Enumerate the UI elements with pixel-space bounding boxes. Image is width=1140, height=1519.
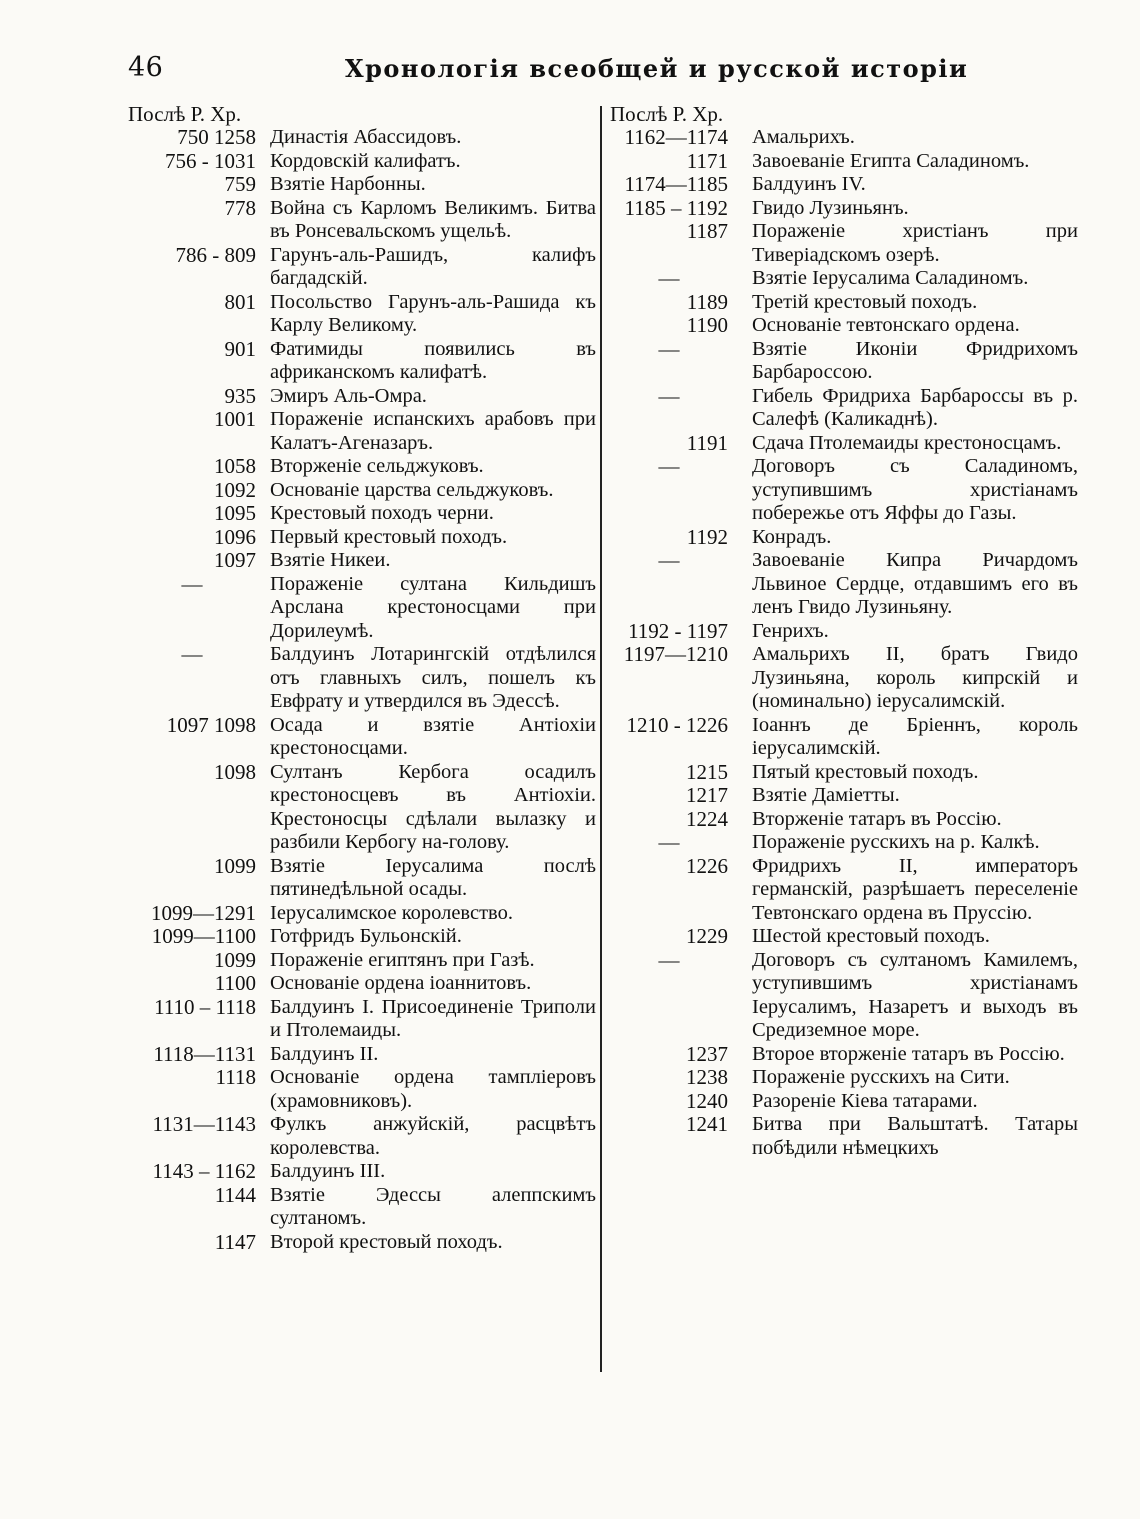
entry-date: 1144 — [214, 1182, 256, 1207]
chronology-entry — [128, 949, 596, 973]
chronology-entry — [128, 549, 596, 573]
entry-date: — — [658, 383, 680, 408]
chronology-entry — [610, 784, 1078, 808]
entry-date: 1118 — [215, 1065, 256, 1089]
chronology-entry — [128, 761, 596, 855]
entry-text: Амальрихъ II, братъ Гвидо Лузиньяна, король кипрскій и (номинально) іерусалимскій. — [752, 643, 1078, 712]
page-number: 46 — [128, 52, 164, 83]
chronology-entry — [610, 197, 1078, 221]
entry-text: Первый крестовый походъ. — [270, 525, 508, 548]
entry-text: Взятіе Іерусалима послѣ пятинедѣльной осады. — [270, 854, 596, 900]
entry-text: Взятіе Даміетты. — [752, 784, 900, 806]
entry-date: — — [658, 336, 680, 361]
chronology-entry — [128, 150, 596, 174]
entry-date: 1174—1185 — [624, 172, 728, 196]
right-entries — [610, 126, 1078, 1160]
entry-date: 1147 — [214, 1229, 256, 1254]
entry-text: Шестой крестовый походъ. — [752, 925, 990, 947]
chronology-entry — [610, 432, 1078, 456]
entry-text: Взятіе Иконіи Фридрихомъ Барбароссою. — [752, 337, 1078, 383]
entry-text: Іерусалимское королевство. — [270, 901, 513, 924]
entry-text: Война съ Карломъ Великимъ. Битва въ Ронсевальскомъ ущельѣ. — [270, 196, 596, 242]
chronology-entry — [128, 526, 596, 550]
entry-date: — — [658, 266, 680, 290]
entry-date: 1097 — [214, 548, 256, 572]
entry-date: 1095 — [214, 501, 256, 525]
entry-date: 1131—1143 — [152, 1112, 256, 1136]
entry-text: Балдуинъ I. Присоединеніе Триполи и Птолемаиды. — [270, 995, 596, 1041]
entry-text: Амальрихъ. — [752, 126, 855, 148]
entry-text: Посольство Гарунъ-аль-Рашида къ Карлу Великому. — [270, 290, 596, 336]
entry-date: 801 — [224, 289, 256, 314]
entry-text: Пораженіе русскихъ на Сити. — [752, 1066, 1010, 1088]
entry-text: Битва при Вальштатѣ. Татары побѣдили нѣмецкихъ — [752, 1113, 1078, 1159]
entry-text: Второе вторженіе татаръ въ Россію. — [752, 1042, 1065, 1065]
entry-text: Договоръ съ Саладиномъ, уступившимъ христіанамъ побережье отъ Яффы до Газы. — [752, 455, 1078, 524]
entry-text: Крестовый походъ черни. — [270, 502, 494, 524]
chronology-entry — [610, 385, 1078, 432]
chronology-entry — [128, 338, 596, 385]
entry-date: 1197—1210 — [623, 642, 728, 666]
entry-date: 1001 — [214, 407, 256, 431]
entry-date: 1192 - 1197 — [628, 618, 728, 643]
chronology-entry — [128, 902, 596, 926]
chronology-entry — [128, 714, 596, 761]
chronology-entry — [610, 455, 1078, 526]
chronology-entry — [128, 502, 596, 526]
entry-text: Кордовскій калифатъ. — [270, 149, 461, 172]
chronology-entry — [128, 996, 596, 1043]
entry-date: 1100 — [214, 971, 256, 995]
entry-date: 786 - 809 — [175, 242, 256, 267]
chronology-entry — [128, 1066, 596, 1113]
entry-date: 756 - 1031 — [165, 148, 256, 173]
entry-text: Балдуинъ IV. — [752, 173, 866, 195]
chronology-entry — [128, 643, 596, 714]
chronology-entry — [610, 173, 1078, 197]
chronology-entry — [610, 1090, 1078, 1114]
chronology-entry — [610, 761, 1078, 785]
entry-date: — — [658, 454, 680, 478]
entry-text: Фридрихъ II, императоръ германскій, разрѣшаетъ переселеніе Тевтонскаго ордена въ Пруссію. — [752, 854, 1078, 924]
chronology-entry — [610, 949, 1078, 1043]
entry-text: Готфридъ Бульонскій. — [270, 925, 462, 947]
entry-date: 1162—1174 — [624, 125, 728, 149]
entry-text: Второй крестовый походъ. — [270, 1230, 503, 1253]
entry-date: 1241 — [686, 1112, 728, 1136]
entry-text: Эмиръ Аль-Омра. — [270, 384, 427, 407]
entry-text: Балдуинъ Лотарингскій отдѣлился отъ главныхъ силъ, пошелъ къ Евфрату и утвердился въ Эдессѣ. — [270, 643, 596, 712]
chronology-entry — [128, 408, 596, 455]
entry-date: 1143 – 1162 — [152, 1159, 256, 1183]
entry-date: 750 1258 — [177, 125, 256, 149]
entry-text: Пораженіе испанскихъ арабовъ при Калатъ-Агеназаръ. — [270, 408, 596, 454]
chronology-entry — [610, 831, 1078, 855]
chronology-entry — [128, 385, 596, 409]
entry-date: 1229 — [686, 924, 728, 948]
entry-text: Сдача Птолемаиды крестоносцамъ. — [752, 431, 1062, 454]
chronology-entry — [128, 244, 596, 291]
chronology-entry — [610, 1043, 1078, 1067]
entry-text: Пораженіе султана Кильдишъ Арслана крестоносцами при Дорилеумѣ. — [270, 572, 596, 642]
entry-text: Разореніе Кіева татарами. — [752, 1089, 978, 1112]
entry-text: Основаніе ордена іоаннитовъ. — [270, 972, 532, 994]
chronology-entry — [128, 479, 596, 503]
entry-text: Фулкъ анжуйскій, расцвѣтъ королевства. — [270, 1113, 596, 1159]
entry-text: Третій крестовый походъ. — [752, 290, 978, 313]
entry-date: 1092 — [214, 477, 256, 502]
chronology-entry — [610, 526, 1078, 550]
chronology-entry — [128, 197, 596, 244]
entry-text: Династія Абассидовъ. — [270, 126, 462, 148]
entry-date: 759 — [224, 172, 256, 196]
chronology-entry — [128, 855, 596, 902]
chronology-entry — [610, 643, 1078, 714]
entry-date: 1171 — [686, 148, 728, 173]
entry-text: Завоеваніе Кипра Ричардомъ Львиное Сердце, отдавшимъ его въ ленъ Гвидо Лузиньяну. — [752, 549, 1078, 618]
chronology-entry — [610, 126, 1078, 150]
entry-date: — — [658, 548, 680, 572]
entry-text: Вторженіе сельджуковъ. — [270, 455, 484, 477]
chronology-entry — [128, 1184, 596, 1231]
entry-date: 1215 — [686, 759, 728, 784]
chronology-entry — [610, 220, 1078, 267]
era-header: Послѣ Р. Хр. — [128, 102, 242, 126]
entry-date: 1238 — [686, 1065, 728, 1089]
entry-date: 1099—1291 — [151, 900, 256, 925]
entry-date: 1237 — [686, 1041, 728, 1066]
entry-date: 901 — [224, 336, 256, 361]
chronology-entry — [610, 150, 1078, 174]
entry-date: 1118—1131 — [153, 1041, 256, 1066]
chronology-entry — [610, 291, 1078, 315]
chronology-entry — [128, 126, 596, 150]
entry-date: 1099 — [214, 853, 256, 878]
entry-date: 1189 — [686, 289, 728, 314]
entry-date: 1099—1100 — [151, 924, 256, 948]
entry-text: Генрихъ. — [752, 619, 829, 642]
entry-date: 1096 — [214, 524, 256, 549]
entry-text: Основаніе тевтонскаго ордена. — [752, 314, 1020, 336]
entry-date: — — [658, 947, 680, 972]
chronology-entry — [128, 173, 596, 197]
chronology-entry — [610, 338, 1078, 385]
entry-date: — — [181, 642, 203, 666]
entry-date: — — [181, 571, 203, 596]
entry-date: 1226 — [686, 853, 728, 878]
entry-text: Договоръ съ султаномъ Камилемъ, уступившимъ христіанамъ Іерусалимъ, Назаретъ и выходъ въ Средиземное море. — [752, 948, 1078, 1041]
entry-date: 1058 — [214, 454, 256, 478]
entry-date: 1098 — [214, 759, 256, 784]
entry-date: — — [658, 830, 680, 854]
entry-date: 935 — [224, 383, 256, 408]
entry-date: 778 — [224, 195, 256, 220]
entry-text: Пораженіе египтянъ при Газѣ. — [270, 948, 535, 971]
column-divider — [600, 106, 602, 1372]
entry-text: Балдуинъ III. — [270, 1160, 386, 1182]
entry-text: Гарунъ-аль-Рашидъ, калифъ багдадскій. — [270, 243, 596, 289]
chronology-entry — [610, 620, 1078, 644]
entry-text: Взятіе Никеи. — [270, 549, 391, 571]
entry-text: Основаніе царства сельджуковъ. — [270, 478, 554, 501]
chronology-entry — [610, 855, 1078, 926]
chronology-entry — [610, 1113, 1078, 1160]
chronology-entry — [128, 1043, 596, 1067]
chronology-entry — [610, 1066, 1078, 1090]
entry-text: Основаніе ордена тампліеровъ (храмовниковъ). — [270, 1066, 596, 1112]
chronology-entry — [128, 1160, 596, 1184]
chronology-entry — [128, 1231, 596, 1255]
entry-text: Іоаннъ де Бріеннъ, король іерусалимскій. — [752, 713, 1078, 759]
chronology-entry — [128, 925, 596, 949]
chronology-entry — [610, 808, 1078, 832]
entry-date: 1110 – 1118 — [154, 994, 256, 1019]
chronology-entry — [610, 267, 1078, 291]
entry-text: Фатимиды появились въ африканскомъ калифатѣ. — [270, 337, 596, 383]
chronology-entry — [128, 455, 596, 479]
left-column — [128, 102, 596, 1254]
entry-text: Осада и взятіе Антіохіи крестоносцами. — [270, 713, 596, 759]
chronology-entry — [128, 291, 596, 338]
entry-text: Взятіе Эдессы алеппскимъ султаномъ. — [270, 1183, 596, 1229]
entry-text: Завоеваніе Египта Саладиномъ. — [752, 149, 1030, 172]
entry-text: Конрадъ. — [752, 525, 832, 548]
entry-text: Гвидо Лузиньянъ. — [752, 196, 909, 219]
entry-date: 1190 — [686, 313, 728, 337]
entry-text: Вторженіе татаръ въ Россію. — [752, 807, 1002, 830]
entry-text: Гибель Фридриха Барбароссы въ р. Салефѣ (Каликаднѣ). — [752, 384, 1078, 430]
entry-date: 1240 — [686, 1088, 728, 1113]
chronology-entry — [610, 925, 1078, 949]
right-column — [610, 102, 1078, 1160]
entry-text: Балдуинъ II. — [270, 1042, 379, 1065]
entry-text: Пятый крестовый походъ. — [752, 760, 979, 783]
entry-date: 1210 - 1226 — [626, 712, 728, 737]
entry-date: 1099 — [214, 947, 256, 972]
left-entries — [128, 126, 596, 1254]
entry-date: 1191 — [686, 430, 728, 455]
entry-text: Пораженіе христіанъ при Тиверіадскомъ озерѣ. — [752, 220, 1078, 266]
chronology-entry — [610, 549, 1078, 620]
chronology-entry — [128, 573, 596, 644]
entry-date: 1217 — [686, 783, 728, 807]
chronology-entry — [610, 714, 1078, 761]
entry-date: 1224 — [686, 806, 728, 831]
chronology-entry — [128, 972, 596, 996]
entry-text: Пораженіе русскихъ на р. Калкѣ. — [752, 831, 1040, 853]
entry-text: Взятіе Іерусалима Саладиномъ. — [752, 267, 1029, 289]
chronology-entry — [128, 1113, 596, 1160]
entry-date: 1185 – 1192 — [624, 195, 728, 220]
entry-date: 1097 1098 — [166, 712, 256, 737]
entry-date: 1187 — [686, 219, 728, 243]
entry-date: 1192 — [686, 524, 728, 549]
chronology-entry — [610, 314, 1078, 338]
entry-text: Султанъ Кербога осадилъ крестоносцевъ въ Антіохіи. Крестоносцы сдѣлали вылазку и разбили Кербогу на-голову. — [270, 760, 596, 853]
entry-text: Взятіе Нарбонны. — [270, 173, 426, 195]
running-title: Хронологія всеобщей и русской исторіи — [345, 54, 969, 83]
era-header: Послѣ Р. Хр. — [610, 102, 724, 126]
